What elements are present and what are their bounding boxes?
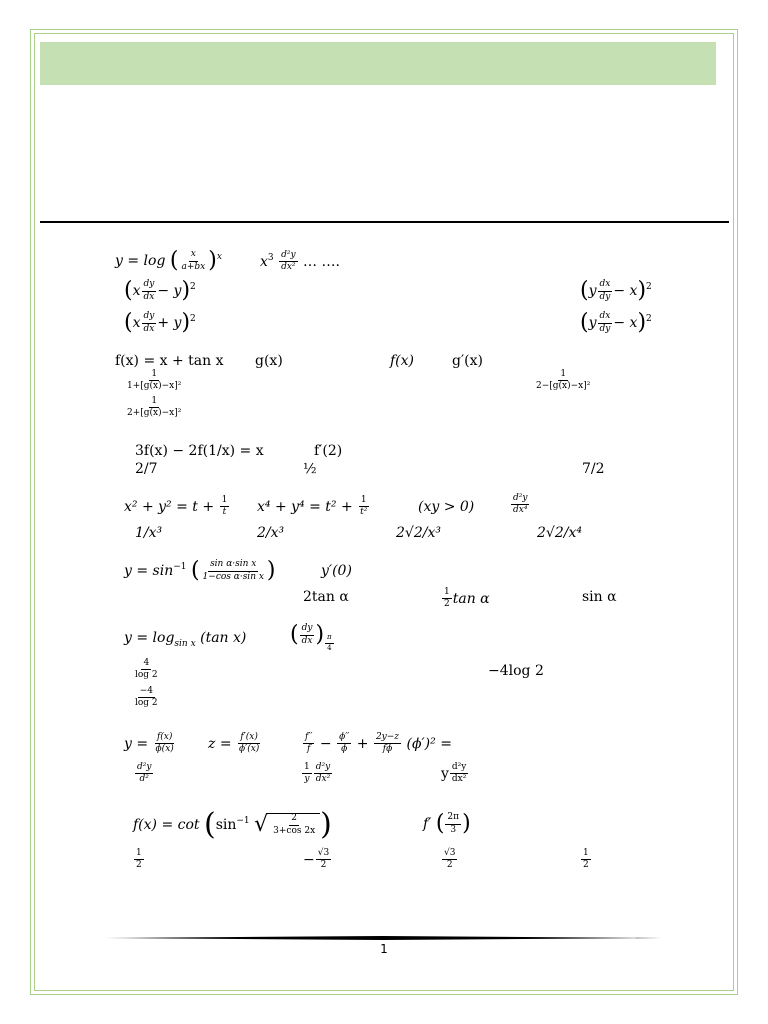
q4-option-1: 1/x³ <box>135 525 163 541</box>
q8-stem-b: f′ ( $\frac{2\pi}{3}$ ) <box>423 811 471 836</box>
q1-option-2: (y $\frac{dx}{dy}$ − x)$^2$ <box>580 278 652 303</box>
q4-option-3: 2√2/x³ <box>396 525 441 541</box>
q5-option-2: $\frac{1}{2}$ tan α <box>444 587 490 610</box>
q2-stem-b: g(x) <box>255 353 283 369</box>
q2-option-1: $\frac{1}{\text{1+[g(x)−x]²}}$ <box>127 369 182 392</box>
q5-stem-b: y′(0) <box>321 563 352 579</box>
q1-stem-a: y = log ( $\frac{x}{a+bx}$ )$^x$ <box>115 248 222 273</box>
q6-stem-b: ( $\frac{dy}{dx}$ ) $\frac{\pi}{4}$ <box>290 622 332 652</box>
q1-stem-b: $x^3$ $\frac{\text{d²y}}{\text{dx²}}$ … …. <box>260 250 340 273</box>
q5-option-1: 2tan α <box>303 589 349 605</box>
page-number: 1 <box>380 942 388 956</box>
footer-rule <box>104 936 662 940</box>
header-rule <box>40 221 729 223</box>
q8-option-3: $\frac{√3}{2}$ <box>444 848 456 871</box>
q3-option-1: 2/7 <box>135 461 158 477</box>
q6-option-2: −4log 2 <box>488 663 544 679</box>
q6-stem-a: $y = \log_{sin x} (\tan$ x) <box>124 630 247 649</box>
q8-option-2: − $\frac{√3}{2}$ <box>303 848 330 871</box>
q8-option-4: $\frac{1}{2}$ <box>583 848 589 871</box>
q7-option-2: $\frac{1}{y}$ $\frac{\text{d²y}}{\text{dx²}}$ <box>304 762 331 785</box>
q2-stem-d: g′(x) <box>452 353 483 369</box>
q7-option-1: $\frac{\text{d²y}}{\text{d²}}$ <box>137 762 152 785</box>
q4-option-4: 2√2/x⁴ <box>537 525 582 541</box>
q7-stem-c: $\frac{f''}{f}$ − $\frac{\phi''}{\phi}$ + $\frac{2y-z}{f\phi}$ (ϕ′)² = <box>305 732 452 755</box>
q5-option-3: sin α <box>582 589 617 605</box>
q7-option-3: y $\frac{\text{d²y}}{\text{dx²}}$ <box>441 762 467 785</box>
q7-stem-b: z = $\frac{f'(x)}{\phi'(x)}$ <box>208 732 260 755</box>
q4-stem-c: (xy > 0) <box>418 499 475 515</box>
q3-option-3: 7/2 <box>582 461 605 477</box>
q1-option-1: (x $\frac{dy}{dx}$ − y)$^2$ <box>124 278 196 303</box>
q4-stem-d: $\frac{\text{d²y}}{\text{dx⁴}}$ <box>513 493 528 516</box>
q8-stem-a: $f(x) = \cot (\sin^{-1}$ √ $\frac{2}{3+\cos 2x}$ ) <box>133 807 332 842</box>
header-band <box>40 42 716 85</box>
q2-stem-c: f(x) <box>390 353 415 369</box>
q6-option-3: $\frac{-4}{\log 2}$ <box>135 686 158 709</box>
q3-stem-b: f′(2) <box>314 443 343 459</box>
q1-option-3: (x $\frac{dy}{dx}$ + y)$^2$ <box>124 310 196 335</box>
q4-option-2: 2/x³ <box>257 525 285 541</box>
q2-stem-a: f(x) = x + tan x <box>115 353 224 369</box>
q5-stem-a: $y = \sin^{-1}$ ( $\frac{\text{sin α·sin x}}{\text{1−cos α·sin x}}$ ) <box>124 558 276 583</box>
q4-stem-b: x⁴ + y⁴ = t² + $\frac{1}{\text{t²}}$ <box>257 495 368 518</box>
q7-stem-a: y = $\frac{f(x)}{\phi(x)}$ <box>124 732 174 755</box>
q2-option-2: $\frac{1}{\text{2−[g(x)−x]²}}$ <box>536 369 591 392</box>
q3-option-2: ½ <box>303 461 317 477</box>
q3-stem-a: 3f(x) − 2f(1/x) = x <box>135 443 264 459</box>
q8-option-1: $\frac{1}{2}$ <box>136 848 142 871</box>
q2-option-3: $\frac{1}{\text{2+[g(x)−x]²}}$ <box>127 396 182 419</box>
q1-option-4: (y $\frac{dx}{dy}$ − x)$^2$ <box>580 310 652 335</box>
q4-stem-a: x² + y² = t + $\frac{1}{t}$ <box>124 495 228 518</box>
q6-option-1: $\frac{4}{\log 2}$ <box>135 658 158 681</box>
